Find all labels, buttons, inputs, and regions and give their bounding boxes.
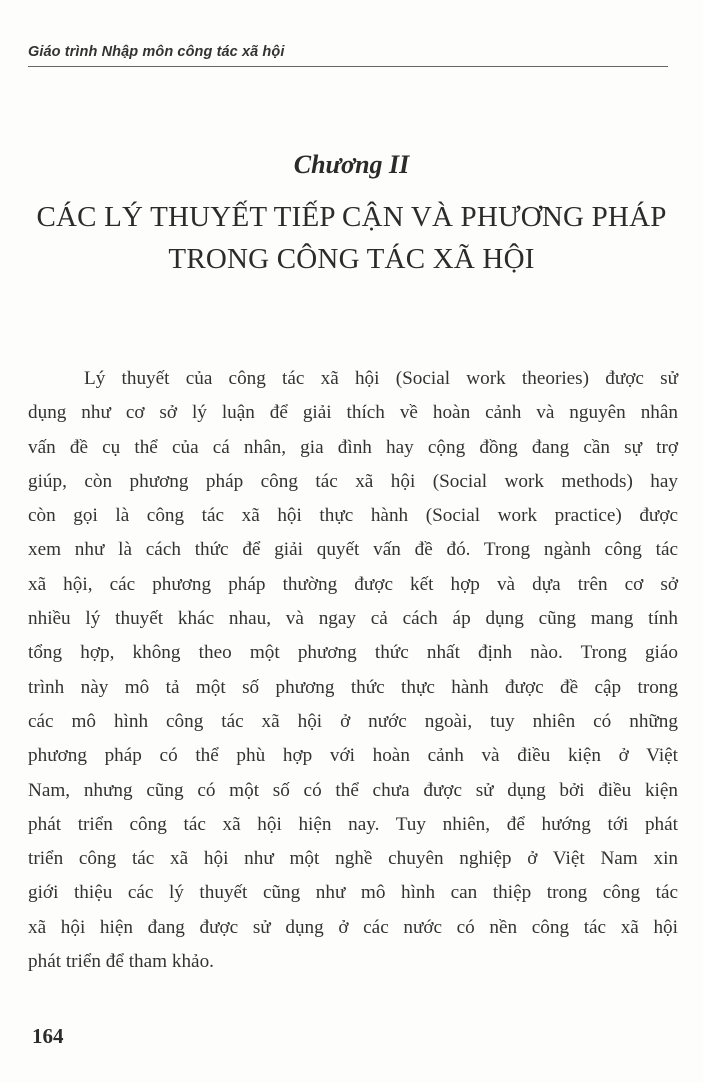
paragraph-line: triển công tác xã hội như một nghề chuyên nghiệp ở Việt Nam xin	[28, 848, 678, 870]
header-rule	[28, 66, 668, 67]
paragraph-line: dụng như cơ sở lý luận để giải thích về hoàn cảnh và nguyên nhân	[28, 402, 678, 424]
paragraph-line: phương pháp có thể phù hợp với hoàn cảnh và điều kiện ở Việt	[28, 745, 678, 767]
paragraph-line: xem như là cách thức để giải quyết vấn đề đó. Trong ngành công tác	[28, 539, 678, 561]
paragraph-line: nhiều lý thuyết khác nhau, và ngay cả cách áp dụng cũng mang tính	[28, 608, 678, 630]
paragraph-line: trình này mô tả một số phương thức thực hành được đề cập trong	[28, 676, 678, 698]
chapter-title-line: CÁC LÝ THUYẾT TIẾP CẬN VÀ PHƯƠNG PHÁP	[36, 201, 667, 233]
paragraph-line: Lý thuyết của công tác xã hội (Social work theories) được sử	[84, 368, 678, 389]
paragraph-line: tổng hợp, không theo một phương thức nhất định nào. Trong giáo	[28, 642, 678, 664]
chapter-label: Chương II	[293, 150, 410, 179]
paragraph-line: phát triển để tham khảo.	[28, 951, 214, 973]
paragraph-line: các mô hình công tác xã hội ở nước ngoài, tuy nhiên có những	[28, 710, 678, 732]
paragraph-line: giới thiệu các lý thuyết cũng như mô hình can thiệp trong công tác	[28, 882, 678, 904]
paragraph-line: vấn đề cụ thể của cá nhân, gia đình hay cộng đồng đang cần sự trợ	[28, 436, 678, 458]
paragraph-line: phát triển công tác xã hội hiện nay. Tuy nhiên, để hướng tới phát	[28, 813, 678, 835]
paragraph-line: xã hội hiện đang được sử dụng ở các nước có nền công tác xã hội	[28, 916, 678, 938]
running-header: Giáo trình Nhập môn công tác xã hội	[28, 44, 285, 60]
paragraph-line: giúp, còn phương pháp công tác xã hội (Social work methods) hay	[28, 470, 678, 492]
chapter-title-line: TRONG CÔNG TÁC XÃ HỘI	[168, 243, 535, 275]
paragraph-line: xã hội, các phương pháp thường được kết hợp và dựa trên cơ sở	[28, 573, 678, 595]
page-number: 164	[32, 1024, 64, 1048]
body-paragraph	[28, 362, 678, 979]
paragraph-line: còn gọi là công tác xã hội thực hành (Social work practice) được	[28, 505, 678, 527]
paragraph-line: Nam, nhưng cũng có một số có thể chưa được sử dụng bởi điều kiện	[28, 779, 678, 801]
chapter-title	[0, 196, 703, 280]
